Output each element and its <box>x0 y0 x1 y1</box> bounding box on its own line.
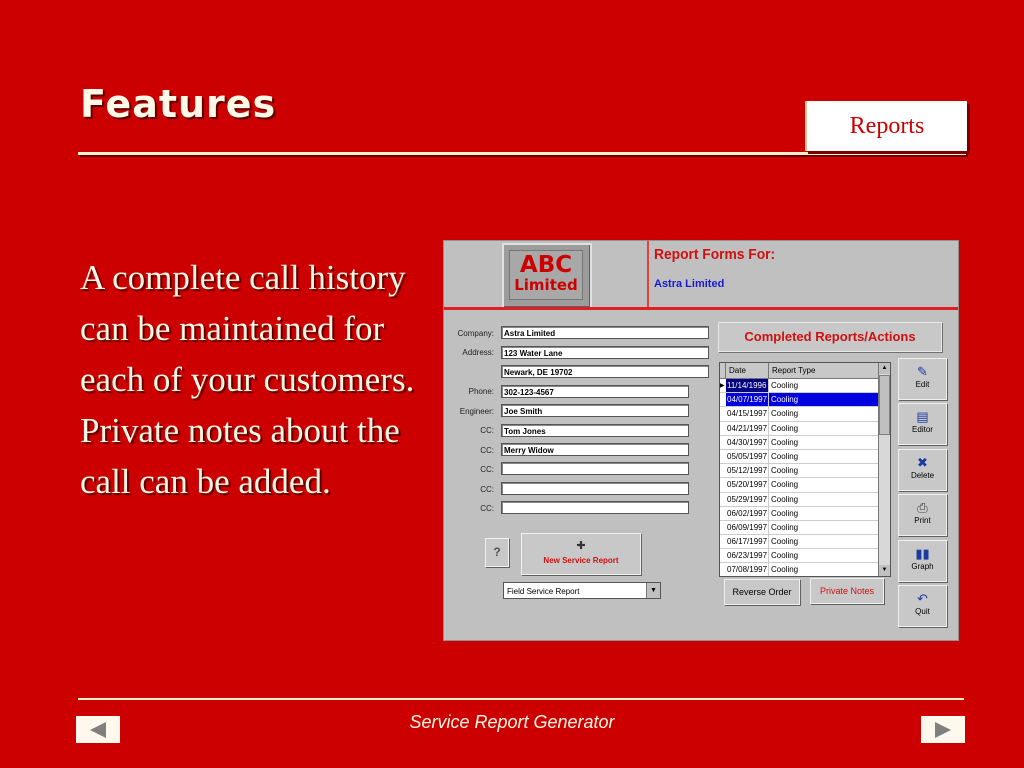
footer-divider <box>78 698 964 700</box>
cell-date: 05/05/1997 <box>726 450 769 463</box>
table-row[interactable] <box>720 464 890 478</box>
column-header-date[interactable]: Date <box>726 363 769 378</box>
address-line1-field[interactable]: 123 Water Lane <box>501 346 709 359</box>
cell-date: 05/12/1997 <box>726 464 769 477</box>
logo-line1: ABC <box>519 252 573 278</box>
chevron-down-icon[interactable]: ▼ <box>646 583 660 598</box>
app-screenshot <box>443 240 959 641</box>
editor-icon: ▤ <box>916 409 929 424</box>
engineer-label: Engineer: <box>459 407 494 416</box>
slide-title: Features <box>80 82 277 126</box>
phone-label: Phone: <box>468 387 494 396</box>
row-pointer-icon: ▶ <box>720 383 725 389</box>
phone-field[interactable]: 302-123-4567 <box>501 385 689 398</box>
cc-field[interactable] <box>501 482 689 495</box>
editor-label: Editor <box>912 425 933 434</box>
footer-title: Service Report Generator <box>409 712 615 732</box>
table-row[interactable] <box>720 407 890 421</box>
add-icon: ✚ <box>576 540 586 552</box>
table-row[interactable] <box>720 379 890 393</box>
cell-date: 06/09/1997 <box>726 521 769 534</box>
report-type-value: Field Service Report <box>507 587 580 596</box>
edit-button[interactable] <box>898 358 947 400</box>
cell-date: 04/15/1997 <box>726 407 769 420</box>
triangle-right-icon <box>935 722 951 738</box>
table-row[interactable] <box>720 478 890 492</box>
report-forms-title: Report Forms For: <box>654 246 776 263</box>
delete-button[interactable] <box>898 449 947 491</box>
table-row[interactable] <box>720 422 890 436</box>
cc-label: CC: <box>480 426 494 435</box>
completed-reports-title: Completed Reports/Actions <box>718 322 942 352</box>
edit-icon: ✎ <box>917 364 928 379</box>
print-button[interactable] <box>898 494 947 536</box>
undo-icon: ↶ <box>917 591 928 606</box>
cc-label: CC: <box>480 485 494 494</box>
cell-report-type: Cooling <box>771 522 799 532</box>
quit-button[interactable] <box>898 585 947 627</box>
table-row[interactable] <box>720 450 890 464</box>
table-row[interactable] <box>720 535 890 549</box>
cell-report-type: Cooling <box>771 494 799 504</box>
new-service-report-label: New Service Report <box>543 556 619 565</box>
cell-date: 05/29/1997 <box>726 493 769 506</box>
editor-button[interactable] <box>898 403 947 445</box>
address-line2-field[interactable]: Newark, DE 19702 <box>501 365 709 378</box>
table-row[interactable] <box>720 563 890 577</box>
engineer-field[interactable]: Joe Smith <box>501 404 689 417</box>
cell-report-type: Cooling <box>771 451 799 461</box>
title-divider <box>78 152 966 155</box>
scroll-down-icon[interactable]: ▼ <box>879 565 890 576</box>
printer-icon: ⎙ <box>917 500 928 515</box>
cell-date: 04/07/1997 <box>726 393 769 406</box>
cc-field[interactable] <box>501 501 689 514</box>
graph-label: Graph <box>911 562 934 571</box>
help-button[interactable]: ? <box>485 538 509 567</box>
cell-report-type: Cooling <box>771 551 799 561</box>
cell-date: 05/20/1997 <box>726 478 769 491</box>
company-logo <box>502 243 592 309</box>
logo-line2: Limited <box>514 276 578 294</box>
company-field[interactable]: Astra Limited <box>501 326 709 339</box>
private-notes-button[interactable]: Private Notes <box>810 578 884 604</box>
table-row[interactable] <box>720 436 890 450</box>
previous-slide-button[interactable] <box>76 716 120 743</box>
cell-date: 04/30/1997 <box>726 436 769 449</box>
report-forms-company: Astra Limited <box>654 278 725 290</box>
cell-report-type: Cooling <box>771 381 799 390</box>
table-row[interactable] <box>720 507 890 521</box>
reports-table <box>719 362 891 577</box>
graph-button[interactable] <box>898 540 947 582</box>
cell-report-type: Cooling <box>771 537 799 547</box>
bar-chart-icon: ▮▮ <box>915 546 930 561</box>
report-type-select[interactable] <box>503 582 661 599</box>
slide-body-text: A complete call history can be maintained for each of your customers. Private notes about the call can be added. <box>80 258 415 501</box>
header-divider-vertical <box>647 241 649 309</box>
scroll-thumb[interactable] <box>879 375 890 435</box>
cell-report-type: Cooling <box>771 508 799 518</box>
cell-date: 07/08/1997 <box>726 563 769 576</box>
section-label: Reports <box>805 101 967 151</box>
cc-label: CC: <box>480 465 494 474</box>
cell-report-type: Cooling <box>771 480 799 490</box>
table-row[interactable] <box>720 493 890 507</box>
cc-field[interactable] <box>501 462 689 475</box>
cell-date: 11/14/1996 <box>726 379 769 392</box>
scroll-up-icon[interactable]: ▲ <box>879 363 890 374</box>
table-row[interactable] <box>720 521 890 535</box>
quit-label: Quit <box>915 607 930 616</box>
cell-date: 04/21/1997 <box>726 422 769 435</box>
edit-label: Edit <box>915 380 930 389</box>
header-divider <box>444 307 958 310</box>
cell-report-type: Cooling <box>771 437 799 447</box>
column-header-report-type[interactable]: Report Type <box>772 366 816 375</box>
cc-label: CC: <box>480 446 494 455</box>
reverse-order-button[interactable]: Reverse Order <box>724 579 800 605</box>
cell-date: 06/23/1997 <box>726 549 769 562</box>
cell-report-type: Cooling <box>769 393 890 406</box>
cell-report-type: Cooling <box>771 466 799 476</box>
address-label: Address: <box>462 348 494 357</box>
cc-field[interactable]: Merry Widow <box>501 443 689 456</box>
cell-report-type: Cooling <box>771 565 799 575</box>
cell-report-type: Cooling <box>771 423 799 433</box>
new-service-report-button[interactable] <box>521 533 641 575</box>
cell-report-type: Cooling <box>771 409 799 419</box>
delete-label: Delete <box>910 471 935 480</box>
next-slide-button[interactable] <box>921 716 965 743</box>
triangle-left-icon <box>90 722 106 738</box>
cell-date: 06/02/1997 <box>726 507 769 520</box>
cc-field[interactable]: Tom Jones <box>501 424 689 437</box>
cc-label: CC: <box>480 504 494 513</box>
company-label: Company: <box>457 329 494 338</box>
table-row[interactable] <box>720 549 890 563</box>
table-row[interactable] <box>720 393 890 407</box>
cell-date: 06/17/1997 <box>726 535 769 548</box>
table-scrollbar[interactable] <box>878 363 890 576</box>
table-header <box>720 363 890 379</box>
print-label: Print <box>914 516 931 525</box>
delete-icon: ✖ <box>917 455 928 470</box>
